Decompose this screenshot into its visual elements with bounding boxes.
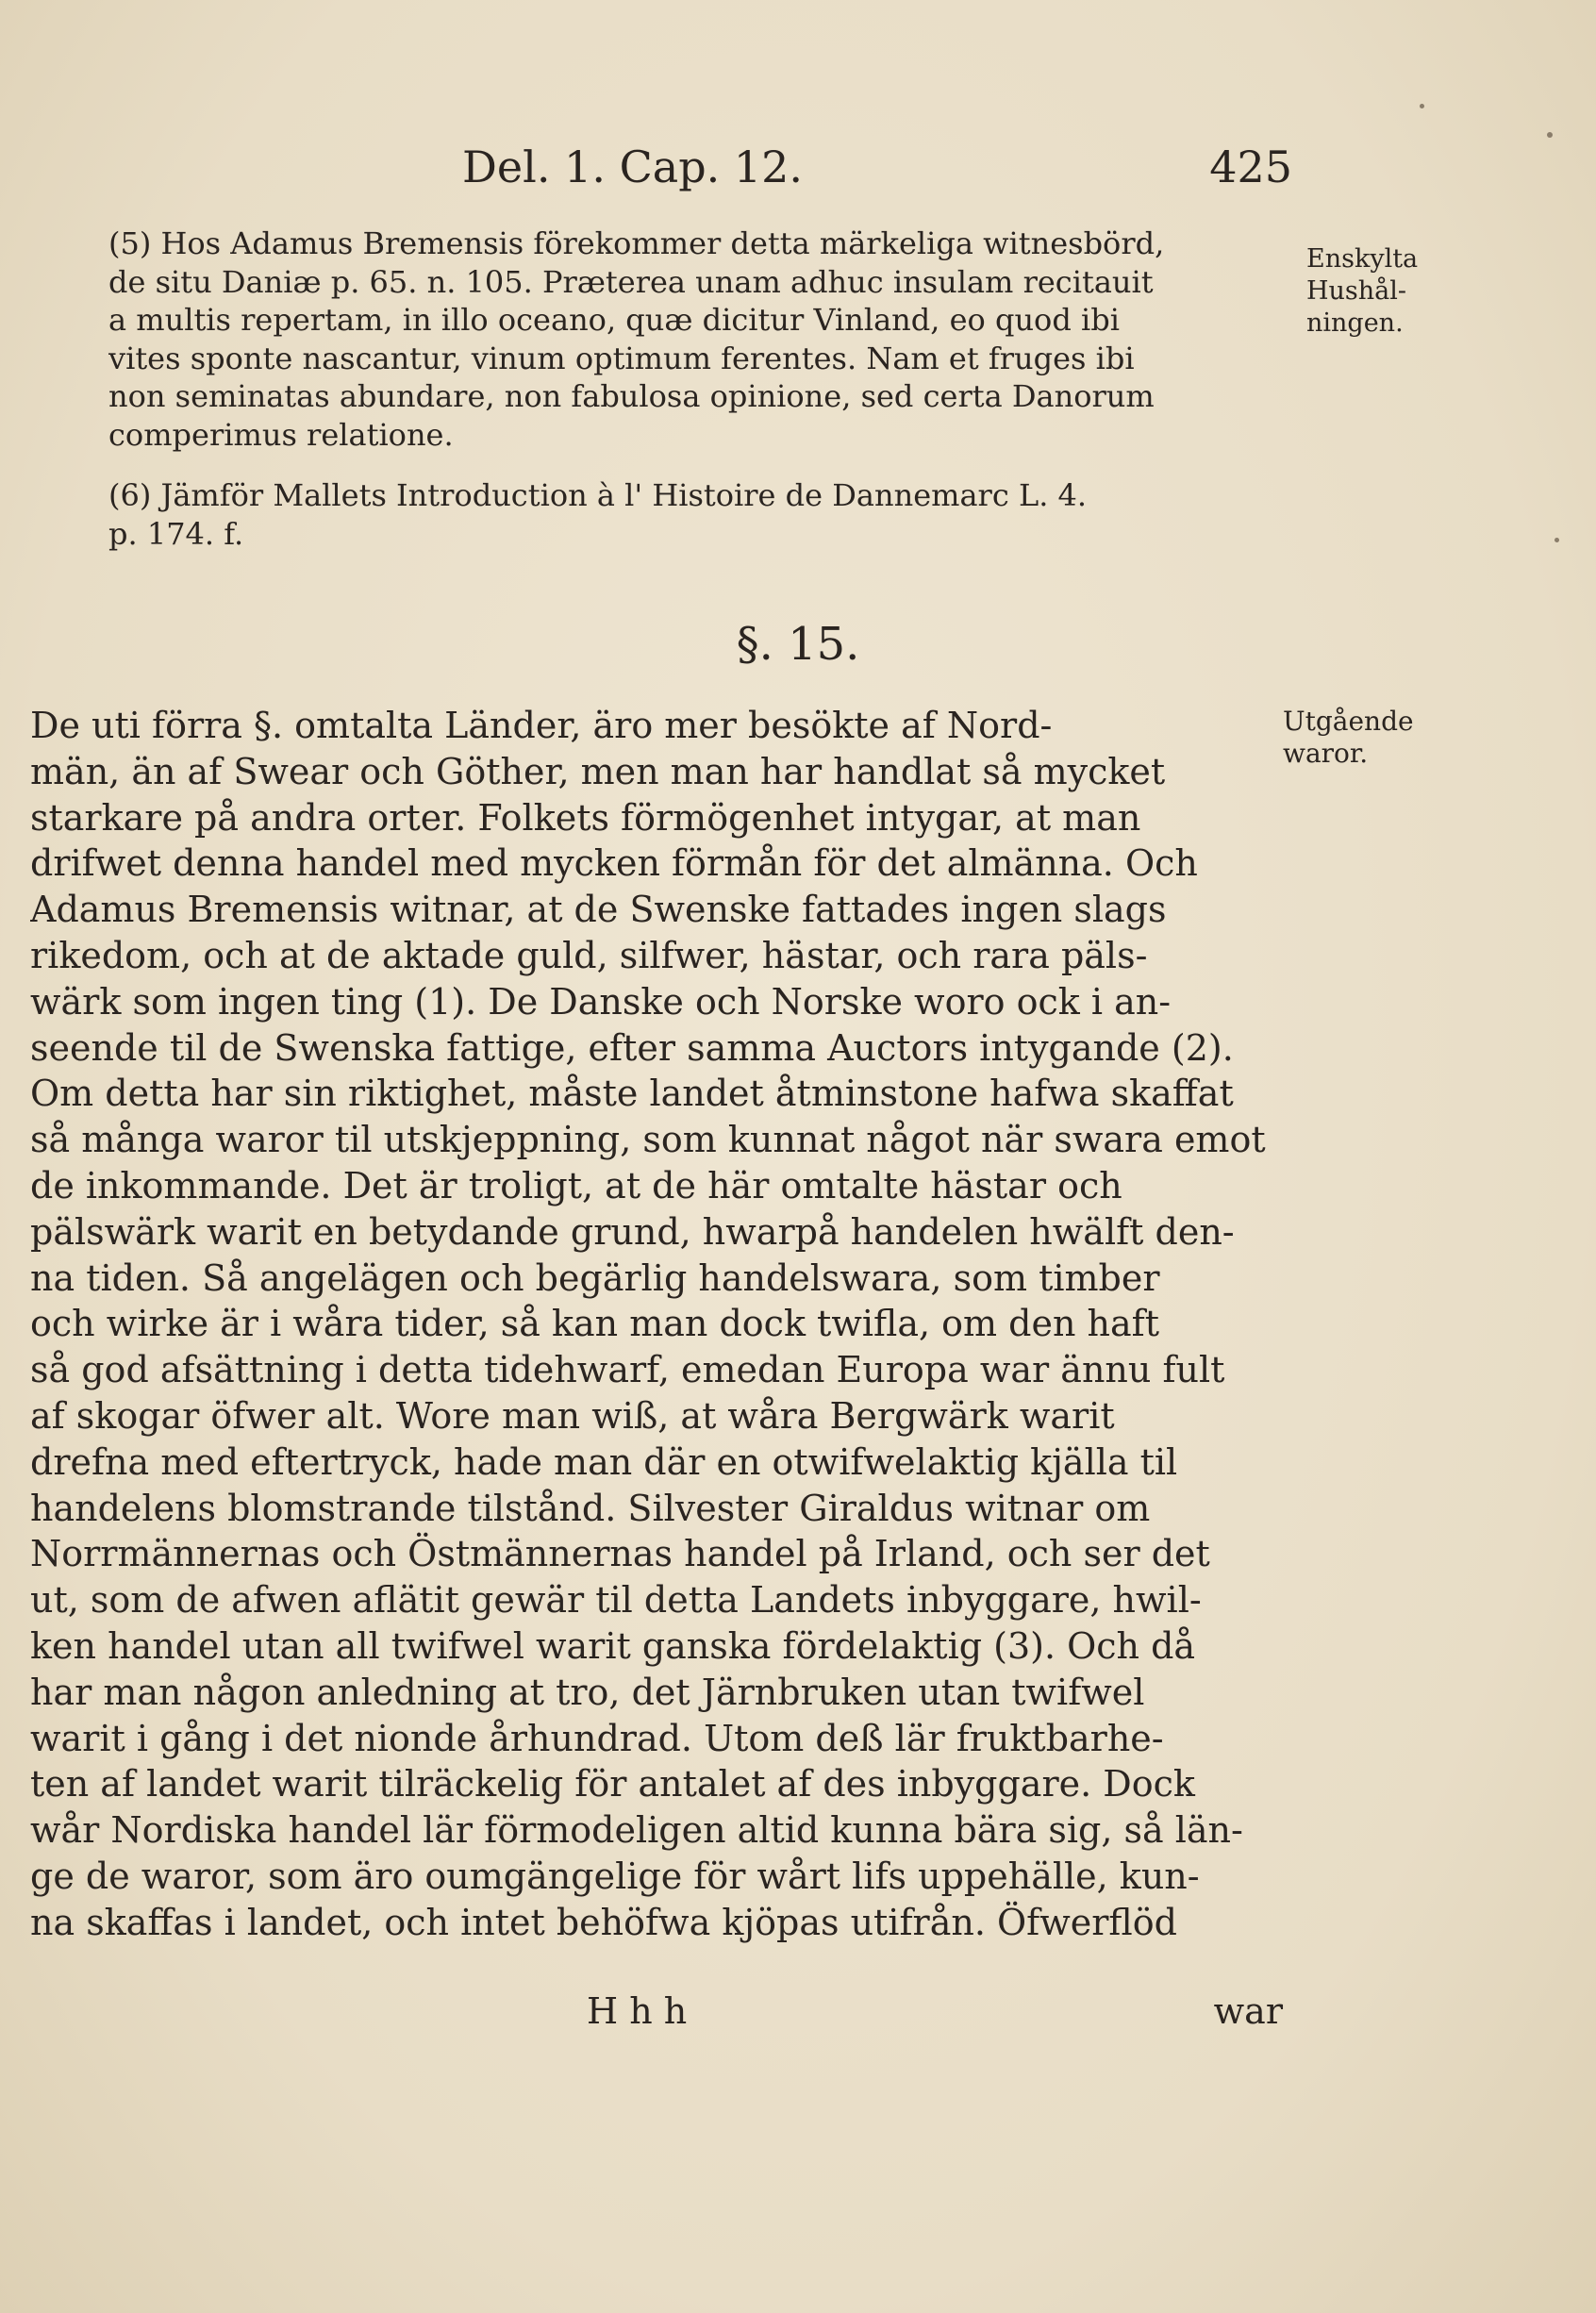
footnote-line: a multis repertam, in illo oceano, quæ dicitur Vinland, eo quod ibi (108, 302, 1120, 338)
body-line: starkare på andra orter. Folkets förmögenhet intygar, at man (30, 796, 1141, 839)
body-line: ken handel utan all twifwel warit ganska fördelaktig (3). Och då (30, 1624, 1196, 1667)
body-line: handelens blomstrande tilstånd. Silvester Giraldus witnar om (30, 1487, 1151, 1529)
catchline (30, 1990, 1283, 2038)
footnote-line: p. 174. f. (108, 515, 244, 552)
body-line: af skogar öfwer alt. Wore man wiß, at wåra Bergwärk warit (30, 1394, 1115, 1437)
footnote-line: vites sponte nascantur, vinum optimum ferentes. Nam et fruges ibi (108, 340, 1135, 376)
body-line: wärk som ingen ting (1). De Danske och Norske woro ock i an- (30, 980, 1172, 1023)
body-line: så god afsättning i detta tidehwarf, emedan Europa war ännu fult (30, 1349, 1225, 1391)
body-line: warit i gång i det nionde århundrad. Utom deß lär fruktbarhe- (30, 1717, 1164, 1759)
body-line: drifwet denna handel med mycken förmån för det almänna. Och (30, 842, 1198, 885)
body-line: na tiden. Så angelägen och begärlig handelswara, som timber (30, 1256, 1160, 1299)
catchword: war (1213, 1990, 1283, 2032)
footnote-line: (6) Jämför Mallets Introduction à l' Histoire de Dannemarc L. 4. (108, 477, 1088, 513)
margin-note-line: Enskylta (1306, 244, 1419, 274)
body-line: och wirke är i wåra tider, så kan man dock twifla, om den haft (30, 1303, 1159, 1345)
page-number: 425 (1209, 141, 1292, 192)
margin-note-line: ningen. (1306, 308, 1404, 338)
margin-note-line: Hushål- (1306, 276, 1407, 306)
body-line: ten af landet warit tilräckelig för antalet af des inbyggare. Dock (30, 1763, 1195, 1805)
paper-speck (1420, 104, 1424, 108)
footnote-line: non seminatas abundare, non fabulosa opinione, sed certa Danorum (108, 378, 1155, 414)
paper-speck (1554, 538, 1559, 542)
footnote-6 (108, 476, 1283, 553)
running-title: Del. 1. Cap. 12. (462, 141, 804, 192)
body-text (30, 703, 1283, 1946)
footnote-line: (5) Hos Adamus Bremensis förekommer detta märkeliga witnesbörd, (108, 225, 1165, 261)
body-line: ge de waror, som äro oumgängelige för wårt lifs uppehälle, kun- (30, 1855, 1200, 1897)
signature-mark: H h h (587, 1990, 688, 2032)
body-line: de inkommande. Det är troligt, at de här omtalte hästar och (30, 1164, 1122, 1206)
body-line: na skaffas i landet, och intet behöfwa kjöpas utifrån. Öfwerflöd (30, 1901, 1177, 1943)
section-heading: §. 15. (736, 618, 860, 671)
body-line: män, än af Swear och Göther, men man har handlat så mycket (30, 750, 1166, 792)
body-line: Norrmännernas och Östmännernas handel på Irland, och ser det (30, 1533, 1210, 1575)
body-line: wår Nordiska handel lär förmodeligen altid kunna bära sig, så län- (30, 1809, 1243, 1852)
running-header (462, 141, 1292, 208)
margin-note-line: Utgående (1283, 706, 1414, 737)
body-line: Om detta har sin riktighet, måste landet åtminstone hafwa skaffat (30, 1073, 1234, 1115)
body-line: De uti förra §. omtalta Länder, äro mer besökte af Nord- (30, 705, 1053, 746)
body-line: har man någon anledning at tro, det Järnbruken utan twifwel (30, 1671, 1145, 1713)
body-line: seende til de Swenska fattige, efter samma Auctors intygande (2). (30, 1026, 1234, 1069)
margin-note-utgaende (1283, 706, 1453, 770)
body-line: Adamus Bremensis witnar, at de Swenske fattades ingen slags (30, 889, 1167, 931)
paper-speck (1547, 132, 1553, 138)
body-line: drefna med eftertryck, hade man där en otwifwelaktig kjälla til (30, 1440, 1178, 1483)
body-line: rikedom, och at de aktade guld, silfwer, hästar, och rara päls- (30, 934, 1148, 976)
footnote-line: comperimus relatione. (108, 416, 454, 453)
footnote-line: de situ Daniæ p. 65. n. 105. Præterea unam adhuc insulam recitauit (108, 263, 1154, 300)
margin-note-enskylta (1306, 243, 1438, 340)
body-line: så många waror til utskjeppning, som kunnat något när swara emot (30, 1119, 1266, 1161)
margin-note-line: waror. (1283, 738, 1369, 769)
footnote-5 (108, 225, 1283, 454)
body-line: pälswärk warit en betydande grund, hwarpå handelen hwälft den- (30, 1210, 1235, 1253)
body-line: ut, som de afwen aflätit gewär til detta Landets inbyggare, hwil- (30, 1579, 1202, 1622)
